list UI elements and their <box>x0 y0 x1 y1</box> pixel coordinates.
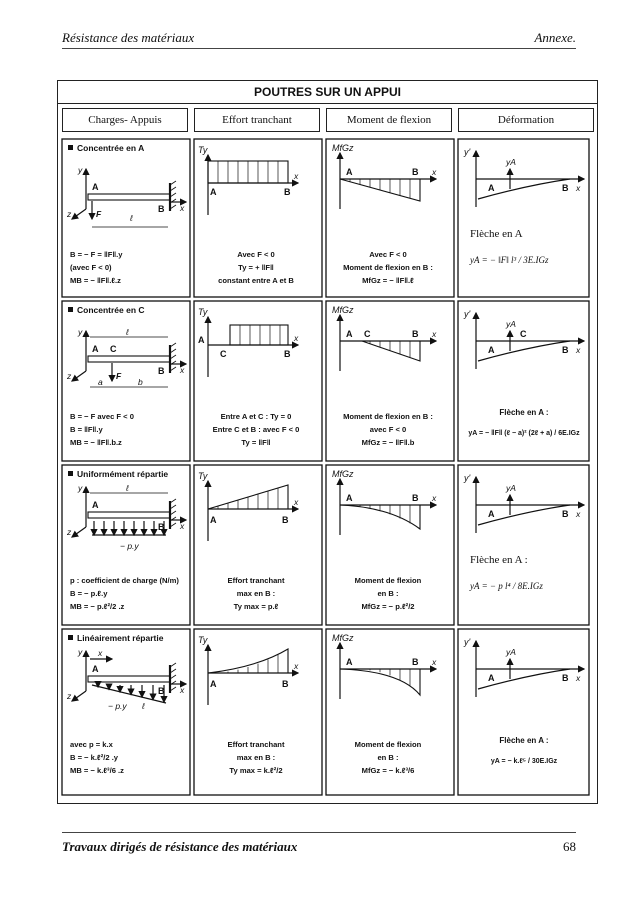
deflection-formula: yA = − ‖F‖ l³ / 3E.IGz <box>470 255 549 265</box>
mf-label: MfGz <box>332 469 354 479</box>
deflection-caption: Flèche en A : <box>470 554 528 566</box>
cell-border <box>62 301 190 461</box>
x-label: x <box>432 329 437 339</box>
point-A: A <box>210 515 217 525</box>
effort-equation: Ty = + ‖F‖ <box>238 263 274 272</box>
point-B: B <box>158 686 165 696</box>
moment-area <box>362 341 420 361</box>
effort-equation: constant entre A et B <box>218 276 294 285</box>
point-B: B <box>562 183 569 193</box>
point-B: B <box>284 187 291 197</box>
cell-border <box>326 139 454 297</box>
y-label: y <box>78 483 83 493</box>
moment-equation: Moment de flexion <box>354 740 422 749</box>
effort-equation: Ty max = k.ℓ²/2 <box>229 766 283 775</box>
x-label: x <box>294 171 299 181</box>
point-A: A <box>92 664 99 674</box>
beam-table <box>57 80 598 804</box>
row-heading: Concentrée en A <box>77 143 145 153</box>
table-title: POUTRES SUR UN APPUI <box>58 81 597 104</box>
moment-equation: Moment de flexion en B : <box>343 412 433 421</box>
ya-label: yA <box>506 157 516 167</box>
row-1 <box>66 143 584 285</box>
x-label: x <box>294 333 299 343</box>
col-header-charges: Charges- Appuis <box>62 108 188 132</box>
charge-equation: avec p = k.x <box>70 740 113 749</box>
point-A: A <box>198 335 205 345</box>
beam <box>88 512 170 518</box>
col-header-deformation: Déformation <box>458 108 594 132</box>
charge-equation: B = − F avec F < 0 <box>70 412 134 421</box>
charge-equation: MB = − k.ℓ³/6 .z <box>70 766 124 775</box>
point-A: A <box>92 344 99 354</box>
effort-equation: Effort tranchant <box>227 740 285 749</box>
bullet-icon <box>68 471 73 476</box>
cell-border <box>458 301 589 461</box>
z-label: z <box>67 371 72 381</box>
z-axis <box>72 371 86 381</box>
x-label: x <box>180 521 185 531</box>
z-axis <box>72 691 86 701</box>
load-label: − p.y <box>108 701 127 711</box>
deflection-caption: Flèche en A <box>470 228 523 240</box>
ty-label: Ty <box>198 145 208 155</box>
header-annex: Annexe. <box>534 30 576 45</box>
deflection-caption: Flèche en A : <box>499 736 549 745</box>
charge-equation: B = ‖F‖.y <box>70 425 103 434</box>
row-heading: Concentrée en C <box>77 305 145 315</box>
point-C: C <box>220 349 227 359</box>
cell-border <box>458 139 589 297</box>
length-label: ℓ <box>126 327 129 337</box>
cell-border <box>62 139 190 297</box>
z-axis <box>72 209 86 219</box>
point-A: A <box>488 509 495 519</box>
effort-equation: Entre A et C : Ty = 0 <box>220 412 292 421</box>
x-label: x <box>432 493 437 503</box>
col-header-effort: Effort tranchant <box>194 108 320 132</box>
row-4 <box>66 633 584 775</box>
moment-equation: en B : <box>377 589 399 598</box>
force-label: F <box>96 209 102 219</box>
effort-equation: max en B : <box>236 589 276 598</box>
y-label: y <box>78 327 83 337</box>
point-A: A <box>92 182 99 192</box>
ya-label: yA <box>506 647 516 657</box>
point-A: A <box>346 493 353 503</box>
row-2 <box>66 305 584 447</box>
a-label: a <box>98 377 103 387</box>
moment-equation: MfGz = − p.ℓ²/2 <box>361 602 415 611</box>
moment-area <box>340 669 420 695</box>
moment-equation: MfGz = − ‖F‖.b <box>361 438 415 447</box>
row-heading: Linéairement répartie <box>77 633 164 643</box>
point-A: A <box>346 329 353 339</box>
shear-area <box>230 325 288 345</box>
deflection-formula: yA = − p l⁴ / 8E.IGz <box>470 581 543 591</box>
mf-label: MfGz <box>332 305 354 315</box>
effort-equation: Entre C et B : avec F < 0 <box>212 425 300 434</box>
point-B: B <box>412 167 419 177</box>
point-A: A <box>210 679 217 689</box>
beam <box>88 676 170 682</box>
charge-equation: p : coefficient de charge (N/m) <box>70 576 179 585</box>
point-A: A <box>346 167 353 177</box>
moment-equation: Avec F < 0 <box>369 250 407 259</box>
cell-border <box>458 629 589 795</box>
col-header-moment: Moment de flexion <box>326 108 452 132</box>
yprime-label: y' <box>464 147 471 157</box>
point-B: B <box>562 509 569 519</box>
z-axis <box>72 527 86 537</box>
effort-equation: Ty = ‖F‖ <box>241 438 271 447</box>
b-label: b <box>138 377 143 387</box>
moment-equation: Moment de flexion <box>354 576 422 585</box>
moment-equation: en B : <box>377 753 399 762</box>
header-title: Résistance des matériaux <box>62 30 195 45</box>
point-B: B <box>412 493 419 503</box>
length-label: ℓ <box>130 213 133 223</box>
yprime-label: y' <box>464 473 471 483</box>
ya-label: yA <box>506 319 516 329</box>
bullet-icon <box>68 307 73 312</box>
x-label: x <box>576 183 581 193</box>
x-label: x <box>576 345 581 355</box>
point-A: A <box>488 673 495 683</box>
point-A: A <box>488 345 495 355</box>
ty-label: Ty <box>198 635 208 645</box>
cell-border <box>458 465 589 625</box>
mf-label: MfGz <box>332 143 354 153</box>
point-B: B <box>562 673 569 683</box>
x-label: x <box>576 509 581 519</box>
point-C: C <box>364 329 371 339</box>
point-B: B <box>412 657 419 667</box>
x-label: x <box>576 673 581 683</box>
mf-label: MfGz <box>332 633 354 643</box>
effort-equation: Ty max = p.ℓ <box>233 602 279 611</box>
page-number: 68 <box>563 839 576 854</box>
z-label: z <box>67 209 72 219</box>
page-footer <box>62 832 576 857</box>
page-header <box>62 28 576 49</box>
point-A: A <box>346 657 353 667</box>
point-B: B <box>158 204 165 214</box>
charge-equation: B = − p.ℓ.y <box>70 589 108 598</box>
moment-equation: avec F < 0 <box>369 425 407 434</box>
beam <box>88 194 170 200</box>
charge-equation: MB = − ‖F‖.ℓ.z <box>70 276 121 285</box>
x-label: x <box>180 685 185 695</box>
point-A: A <box>210 187 217 197</box>
ty-label: Ty <box>198 471 208 481</box>
ya-label: yA <box>506 483 516 493</box>
x-label: x <box>294 497 299 507</box>
point-B: B <box>562 345 569 355</box>
charge-equation: B = − k.ℓ²/2 .y <box>70 753 119 762</box>
x-label: x <box>180 203 185 213</box>
cell-border <box>326 301 454 461</box>
point-C: C <box>110 344 117 354</box>
row-3 <box>66 469 584 611</box>
x-label: x <box>432 657 437 667</box>
row-heading: Uniformément répartie <box>77 469 169 479</box>
moment-equation: MfGz = − k.ℓ³/6 <box>361 766 415 775</box>
beam <box>88 356 170 362</box>
length-label: ℓ <box>142 701 145 711</box>
x-label: x <box>294 661 299 671</box>
footer-title: Travaux dirigés de résistance des matériaux <box>62 839 298 854</box>
point-B: B <box>158 522 165 532</box>
force-label: F <box>116 371 122 381</box>
z-label: z <box>67 527 72 537</box>
bullet-icon <box>68 145 73 150</box>
effort-equation: Avec F < 0 <box>237 250 275 259</box>
diagram-grid <box>60 135 595 801</box>
x-label: x <box>432 167 437 177</box>
point-B: B <box>284 349 291 359</box>
y-label: y <box>78 165 83 175</box>
load-line <box>92 685 166 703</box>
y-label: y <box>78 647 83 657</box>
point-A: A <box>92 500 99 510</box>
ty-label: Ty <box>198 307 208 317</box>
z-label: z <box>67 691 72 701</box>
effort-equation: Effort tranchant <box>227 576 285 585</box>
yprime-label: y' <box>464 637 471 647</box>
moment-equation: Moment de flexion en B : <box>343 263 433 272</box>
point-A: A <box>488 183 495 193</box>
cell-border <box>194 465 322 625</box>
load-label: − p.y <box>120 541 139 551</box>
point-B: B <box>282 679 289 689</box>
deflection-formula: yA = − ‖F‖ (ℓ − a)² (2ℓ + a) / 6E.IGz <box>468 430 580 437</box>
charge-equation: MB = − p.ℓ²/2 .z <box>70 602 125 611</box>
effort-equation: max en B : <box>236 753 276 762</box>
cell-border <box>326 465 454 625</box>
deflection-caption: Flèche en A : <box>499 408 549 417</box>
point-C: C <box>520 329 527 339</box>
moment-equation: MfGz = − ‖F‖.ℓ <box>362 276 414 285</box>
x-label: x <box>180 365 185 375</box>
bullet-icon <box>68 635 73 640</box>
yprime-label: y' <box>464 309 471 319</box>
deflection-formula: yA = − k.ℓ⁵ / 30E.IGz <box>490 758 558 765</box>
length-label: ℓ <box>126 483 129 493</box>
point-B: B <box>158 366 165 376</box>
charge-equation: MB = − ‖F‖.b.z <box>70 438 122 447</box>
charge-equation: B = − F = ‖F‖.y <box>70 250 123 259</box>
charge-equation: (avec F < 0) <box>70 263 112 272</box>
point-B: B <box>282 515 289 525</box>
point-B: B <box>412 329 419 339</box>
x-position-label: x <box>98 648 103 658</box>
